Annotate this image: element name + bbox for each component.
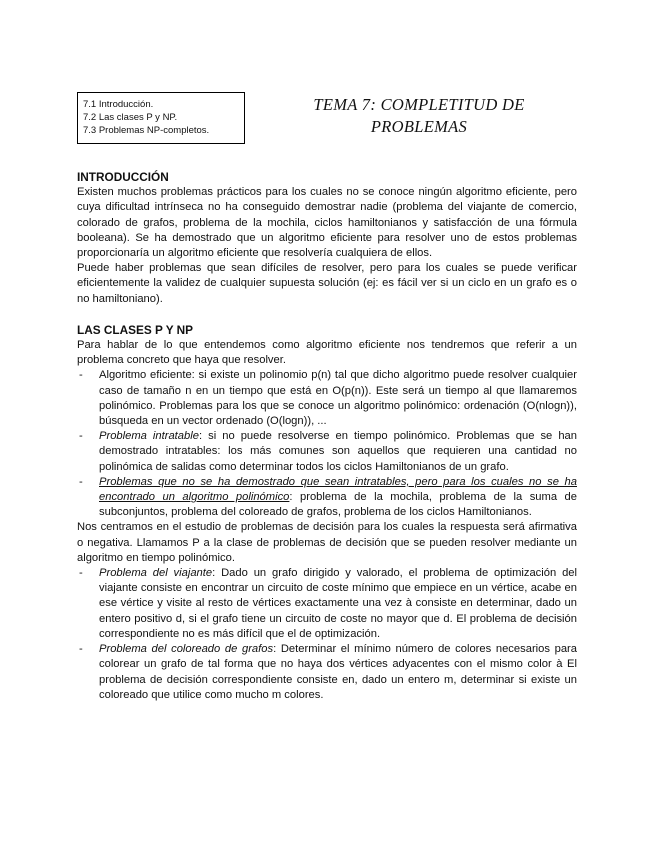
paragraph: Para hablar de lo que entendemos como algoritmo eficiente nos tendremos que referir a un problema concreto que haya que resolver. xyxy=(77,339,577,367)
section-clases-p-np xyxy=(77,323,577,703)
list-item-text: : problema de la mochila, problema de la suma de subconjuntos, problema del coloreado de grafos, problema de los ciclos Hamiltonianos. xyxy=(99,491,577,519)
toc-item-introduccion: 7.1 Introducción. xyxy=(83,99,154,110)
paragraph: Puede haber problemas que sean difíciles de resolver, pero para los cuales se puede verificar eficientemente la validez de cualquier supuesta solución (ej: es fácil ver si un ciclo en un grafo es o no hamiltoniano). xyxy=(77,262,577,305)
toc-item-np-completos: 7.3 Problemas NP-completos. xyxy=(83,125,210,136)
toc-item-clases-p-np: 7.2 Las clases P y NP. xyxy=(83,112,178,123)
section-heading-introduccion: INTRODUCCIÓN xyxy=(77,170,169,184)
document-title-line2: PROBLEMAS xyxy=(370,117,468,136)
list-item-term: Problema del viajante xyxy=(99,567,213,580)
bullet-list xyxy=(77,368,577,520)
list-item xyxy=(77,475,577,521)
section-introduccion xyxy=(77,170,577,307)
list-item-text: : Determinar el mínimo número de colores necesarios para colorear un grafo de tal forma que no haya dos vértices adyacentes con el mismo color à El problema de decisión correspondiente consiste en, dado un entero m, determinar si existe un coloreado que utilice como mucho m colores. xyxy=(99,643,578,701)
list-item xyxy=(77,642,577,703)
list-item-term: Problemas que no se ha demostrado que sean intratables, pero para los cuales no se ha encontrado un algoritmo polinómico xyxy=(99,475,577,504)
list-item xyxy=(77,429,577,475)
document-title xyxy=(283,94,555,138)
list-item-term: Problema intratable xyxy=(99,430,199,443)
section-heading-clases: LAS CLASES P Y NP xyxy=(77,322,194,337)
list-item xyxy=(77,566,577,642)
list-item-term: Problema del coloreado de grafos xyxy=(99,643,274,656)
list-item-text: Algoritmo eficiente: si existe un polinomio p(n) tal que dicho algoritmo puede resolver cualquier caso de tamaño n en un tiempo que está en O(p(n)). Este será un tiempo al que llamaremos polinómico. Problemas para los que se conoce un algoritmo polinómico: ordenación (O(nlogn)), búsqueda en un vector ordenado (O(logn)), ... xyxy=(99,369,577,428)
document-body xyxy=(77,168,577,703)
paragraph: Nos centramos en el estudio de problemas de decisión para los cuales la respuesta será afirmativa o negativa. Llamamos P a la clase de problemas de decisión que se pueden resolver mediante un algoritmo en tiempo polinómico. xyxy=(77,521,577,564)
list-item xyxy=(77,368,577,429)
list-item-text: : si no puede resolverse en tiempo polinómico. Problemas que se han demostrado intratables: los más comunes son aquellos que requieren una cantidad no polinómica de salidas como determinar todos los ciclos Hamiltonianos de un grafo. xyxy=(99,430,577,473)
list-item-text: : Dado un grafo dirigido y valorado, el problema de optimización del viajante consiste en encontrar un circuito de coste mínimo que empiece en un vértice, acabe en ese vértice y visite al resto de vértices exactamente una vez à consiste en determinar, dado un entero positivo d, si el grafo tiene un circuito de coste no mayor que d. El problema de decisión correspondiente no es más difícil que el de optimización. xyxy=(99,567,578,640)
paragraph: Existen muchos problemas prácticos para los cuales no se conoce ningún algoritmo eficiente, pero cuya dificultad intrínseca no ha conseguido demostrar nadie (problema del viajante de comercio, colorado de grafos, problema de la mochila, ciclos hamiltonianos y satisfacción de una fórmula booleana). Se ha demostrado que un algoritmo eficiente para resolver uno de estos problemas proporcionaría un algoritmo eficiente que resolvería cualquiera de ellos. xyxy=(77,186,577,260)
table-of-contents xyxy=(77,92,245,144)
bullet-list xyxy=(77,566,577,703)
document-title-line1: TEMA 7: COMPLETITUD DE xyxy=(313,95,525,114)
